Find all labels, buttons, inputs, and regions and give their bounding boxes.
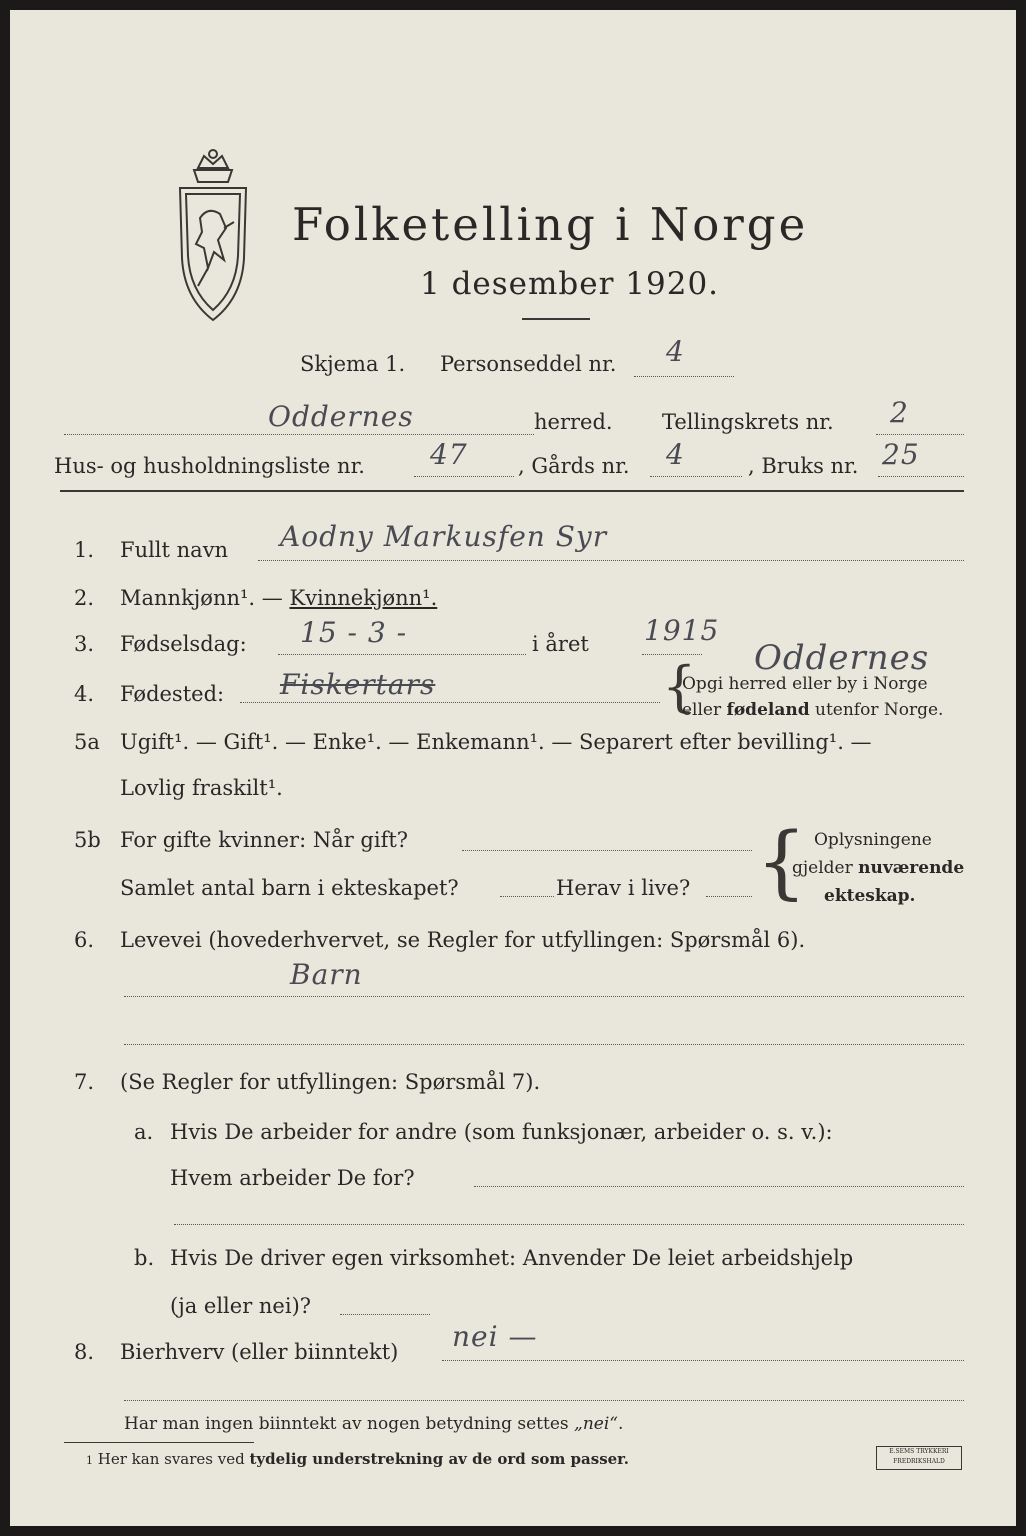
q5b-alive-label: Herav i live?: [556, 876, 691, 900]
q3-year-value[interactable]: 1915: [644, 614, 720, 647]
q7b-yesno-label: (ja eller nei)?: [170, 1294, 312, 1318]
q1-label: Fullt navn: [120, 538, 229, 562]
q8-number: 8.: [74, 1340, 95, 1364]
form-date: 1 desember 1920.: [420, 266, 720, 302]
herred-label: herred.: [534, 410, 613, 434]
herred-line: [64, 434, 534, 435]
q3-number: 3.: [74, 632, 95, 656]
q7b-letter: b.: [134, 1246, 155, 1270]
q4-label: Fødested:: [120, 682, 225, 706]
q6-line2: [124, 1044, 964, 1045]
husholdningsliste-label: Hus- og husholdningsliste nr.: [54, 454, 365, 478]
q8-value[interactable]: nei —: [452, 1320, 538, 1353]
q5b-number: 5b: [74, 828, 101, 852]
form-title: Folketelling i Norge: [292, 198, 809, 251]
herred-value[interactable]: Oddernes: [268, 400, 414, 433]
q3-label: Fødselsdag:: [120, 632, 247, 656]
q5b-married-label: For gifte kvinner: Når gift?: [120, 828, 409, 852]
q3-year-label: i året: [532, 632, 589, 656]
q4-note-line1: Opgi herred eller by i Norge: [682, 674, 928, 694]
q5b-note2: gjelder nuværende: [792, 858, 965, 878]
q2-male-option[interactable]: Mannkjønn¹.: [120, 586, 256, 610]
q5b-note1: Oplysningene: [814, 830, 932, 850]
q4-note-line2: eller fødeland utenfor Norge.: [682, 700, 944, 720]
coat-of-arms-icon: [168, 148, 258, 326]
q6-number: 6.: [74, 928, 95, 952]
schema-label: Skjema 1.: [300, 352, 406, 376]
header-rule: [60, 490, 964, 492]
q8-label: Bierhverv (eller biinntekt): [120, 1340, 399, 1364]
q4-correction[interactable]: Oddernes: [754, 638, 930, 678]
q7b-yesno-line: [340, 1314, 430, 1315]
q4-number: 4.: [74, 682, 95, 706]
q5b-married-line: [462, 850, 752, 851]
q7a-label: Hvis De arbeider for andre (som funksjonær, arbeider o. s. v.):: [170, 1120, 833, 1144]
footnote: 1 Her kan svares ved tydelig understrekning av de ord som passer.: [86, 1450, 629, 1468]
q2-label: [120, 586, 437, 610]
q5b-children-line: [500, 896, 554, 897]
q7a-letter: a.: [134, 1120, 154, 1144]
q6-label: Levevei (hovederhvervet, se Regler for utfyllingen: Spørsmål 6).: [120, 928, 806, 952]
q3-value[interactable]: 15 - 3 -: [300, 616, 408, 649]
q5b-note3: ekteskap.: [824, 886, 916, 906]
personseddel-label: Personseddel nr.: [440, 352, 617, 376]
q4-value[interactable]: Fiskertars: [280, 668, 436, 701]
bruks-line: [878, 476, 964, 477]
q7a-who-line: [474, 1186, 964, 1187]
husholdningsliste-line: [414, 476, 514, 477]
q7-label: (Se Regler for utfyllingen: Spørsmål 7).: [120, 1070, 541, 1094]
title-divider: [522, 318, 590, 320]
q6-line1: [124, 996, 964, 997]
q2-separator: —: [255, 586, 290, 610]
q5a-options-cont[interactable]: Lovlig fraskilt¹.: [120, 776, 283, 800]
q4-line: [240, 702, 660, 703]
printer-stamp: E.SEMS TRYKKERI FREDRIKSHALD: [876, 1446, 962, 1470]
q5a-options[interactable]: Ugift¹. — Gift¹. — Enke¹. — Enkemann¹. — Separert efter bevilling¹. —: [120, 730, 872, 754]
q2-female-option[interactable]: Kvinnekjønn¹.: [289, 586, 438, 610]
q1-value[interactable]: Aodny Markusfen Syr: [280, 520, 608, 553]
q4-brace: {: [662, 655, 697, 718]
income-note: Har man ingen biinntekt av nogen betydning settes „nei“.: [124, 1414, 624, 1434]
q5a-number: 5a: [74, 730, 100, 754]
q8-line2: [124, 1400, 964, 1401]
q1-number: 1.: [74, 538, 95, 562]
q7a-line2: [174, 1224, 964, 1225]
q3-line: [278, 654, 526, 655]
census-form: [10, 10, 1016, 1526]
tellingskrets-value[interactable]: 2: [890, 396, 909, 429]
tellingskrets-line: [876, 434, 964, 435]
q7-number: 7.: [74, 1070, 95, 1094]
q5b-alive-line: [706, 896, 752, 897]
q7a-who-label: Hvem arbeider De for?: [170, 1166, 415, 1190]
gards-label: , Gårds nr.: [518, 454, 630, 478]
bruks-value[interactable]: 25: [882, 438, 920, 471]
q2-number: 2.: [74, 586, 95, 610]
q8-line: [442, 1360, 964, 1361]
personseddel-value[interactable]: 4: [666, 335, 685, 368]
q7b-label: Hvis De driver egen virksomhet: Anvender De leiet arbeidshjelp: [170, 1246, 854, 1270]
gards-value[interactable]: 4: [666, 438, 685, 471]
gards-line: [650, 476, 742, 477]
tellingskrets-label: Tellingskrets nr.: [662, 410, 834, 434]
q5b-brace: {: [756, 815, 807, 908]
footnote-divider: [64, 1442, 254, 1443]
husholdningsliste-value[interactable]: 47: [430, 438, 468, 471]
q6-value[interactable]: Barn: [290, 958, 363, 991]
q1-line: [258, 560, 964, 561]
q5b-children-label: Samlet antal barn i ekteskapet?: [120, 876, 459, 900]
personseddel-line: [634, 376, 734, 377]
bruks-label: , Bruks nr.: [748, 454, 859, 478]
